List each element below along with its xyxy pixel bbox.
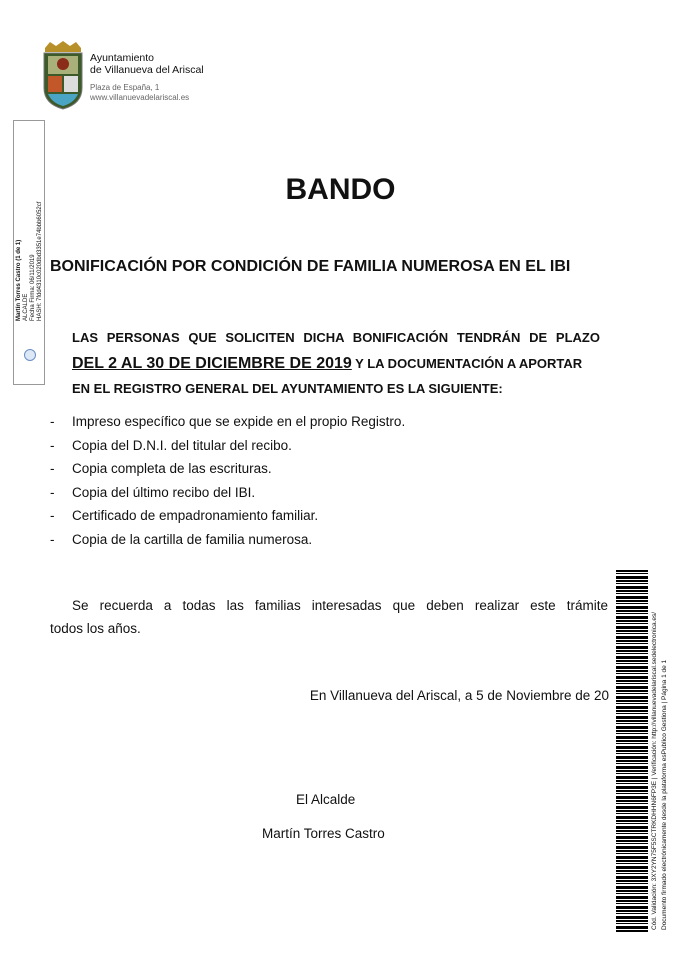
intro-line1: LAS PERSONAS QUE SOLICITEN DICHA BONIFICACIÓN TENDRÁN DE PLAZO	[72, 330, 600, 345]
org-name-line2: de Villanueva del Ariscal	[90, 64, 204, 76]
requirement-text: Copia completa de las escrituras.	[72, 461, 272, 476]
stamp-signer: Martín Torres Castro (1 de 1)	[16, 239, 22, 321]
org-address: Plaza de España, 1	[90, 83, 160, 92]
signature-stamp	[13, 120, 45, 385]
requirements-list	[50, 414, 405, 555]
list-item	[50, 508, 405, 532]
bullet: -	[50, 531, 55, 547]
closing-role: El Alcalde	[296, 792, 356, 807]
reminder-line1: Se recuerda a todas las familias interesadas que deben realizar este trámite	[72, 598, 608, 613]
requirement-text: Copia del último recibo del IBI.	[72, 484, 256, 500]
bullet: -	[50, 484, 55, 500]
closing-name: Martín Torres Castro	[262, 826, 385, 841]
validation-line1: Cód. Validación: 3XY2YN75F5SCTRKDHHN6FP3E | Verificación: http://villanuevadelariscal.sedelectronica.es/	[651, 611, 658, 930]
intro-line3: EN EL REGISTRO GENERAL DEL AYUNTAMIENTO ES LA SIGUIENTE:	[72, 381, 503, 396]
org-name-line1: Ayuntamiento	[90, 52, 155, 64]
bullet: -	[50, 414, 55, 429]
list-item	[50, 532, 405, 556]
reminder-line2: todos los años.	[50, 621, 141, 636]
coat-of-arms-icon	[40, 40, 86, 110]
page-title: BANDO	[285, 173, 396, 206]
barcode	[616, 570, 648, 932]
intro-line2	[72, 355, 600, 373]
deadline-dates: DEL 2 AL 30 DE DICIEMBRE DE 2019	[72, 355, 352, 372]
seal-icon	[24, 349, 36, 361]
stamp-date: Fecha Firma: 06/11/2019	[30, 254, 36, 321]
list-item	[50, 485, 405, 509]
stamp-role: ALCALDE	[23, 293, 29, 321]
place-date: En Villanueva del Ariscal, a 5 de Noviembre de 20	[309, 688, 609, 703]
bullet: -	[50, 437, 55, 453]
list-item	[50, 461, 405, 485]
requirement-text: Certificado de empadronamiento familiar.	[72, 508, 319, 523]
subtitle: BONIFICACIÓN POR CONDICIÓN DE FAMILIA NUMEROSA EN EL IBI	[50, 258, 571, 275]
requirement-text: Copia del D.N.I. del titular del recibo.	[72, 437, 292, 453]
validation-line2: Documento firmado electrónicamente desde la plataforma esPublico Gestiona | Página 1 de 1	[661, 659, 668, 930]
intro-line2-rest: Y LA DOCUMENTACIÓN A APORTAR	[351, 356, 583, 371]
stamp-hash: HASH: 7fdd4310c020dbd3351e74bbb6052cf	[37, 201, 43, 321]
list-item	[50, 438, 405, 462]
bullet: -	[50, 508, 55, 523]
bullet: -	[50, 461, 55, 476]
org-website: www.villanuevadelariscal.es	[90, 93, 190, 102]
municipal-logo	[40, 40, 230, 112]
list-item	[50, 414, 405, 438]
requirement-text: Impreso específico que se expide en el propio Registro.	[72, 414, 406, 429]
requirement-text: Copia de la cartilla de familia numerosa.	[72, 531, 313, 547]
